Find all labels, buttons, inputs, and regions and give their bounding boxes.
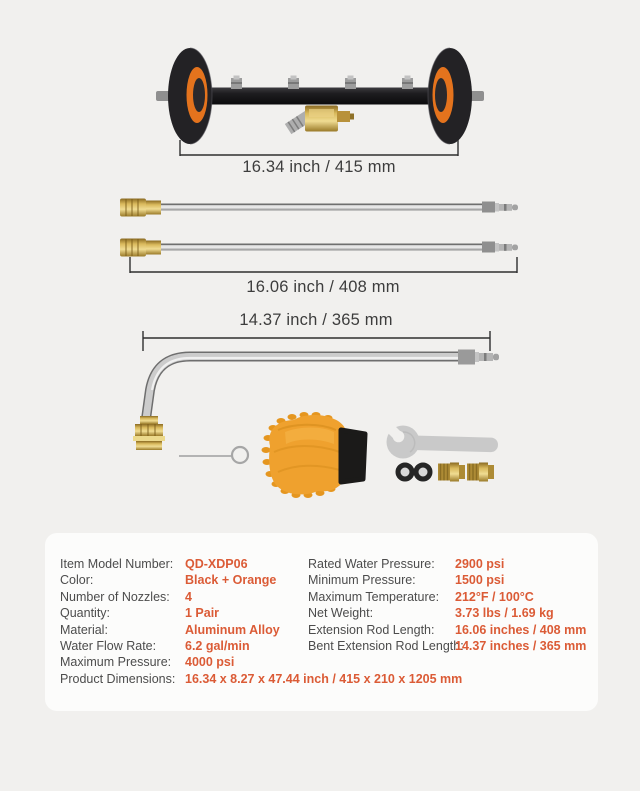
broom-dimension-label: 16.34 inch / 415 mm [242, 158, 396, 176]
brass-adapter-1 [438, 463, 465, 482]
spec-row-max-pressure [60, 654, 308, 670]
wrench-handle [411, 436, 498, 453]
extension-rod-2 [120, 239, 518, 257]
bent-rod-right-plug [458, 350, 499, 365]
spec-column-left [60, 556, 308, 671]
extension-rods-illustration [120, 199, 518, 274]
mitt-body [269, 415, 347, 494]
spec-row-net-weight [308, 605, 598, 621]
spec-label: Water Flow Rate: [60, 639, 157, 654]
hex-nut-2 [416, 465, 430, 479]
spec-row-material [60, 622, 308, 638]
spec-value: 1500 psi [455, 573, 505, 588]
spec-row-product-dimensions [60, 671, 598, 687]
left-wheel [168, 48, 212, 144]
nozzle-cleaning-pin [179, 447, 248, 463]
spec-label: Material: [60, 622, 108, 637]
rods-dimension-label: 16.06 inch / 408 mm [246, 278, 400, 296]
spec-label: Net Weight: [308, 606, 374, 621]
spec-value: 4000 psi [185, 655, 235, 670]
bent-rod-dimension-label: 14.37 inch / 365 mm [239, 311, 393, 329]
spec-value: 16.06 inches / 408 mm [455, 622, 587, 637]
bent-rod-dimension-line [143, 331, 490, 351]
spec-row-max-temperature [308, 589, 598, 605]
spec-label: Item Model Number: [60, 557, 174, 571]
hex-nut-1 [398, 465, 412, 479]
brass-adapters [438, 463, 494, 482]
extension-rod-1 [120, 199, 518, 217]
broom-dimension-line [180, 140, 458, 156]
spec-row-quantity [60, 605, 308, 621]
spec-label: Product Dimensions: [60, 671, 176, 686]
spec-label: Maximum Pressure: [60, 655, 172, 670]
spec-row-extension-rod-length [308, 622, 598, 638]
spec-value: 2900 psi [455, 557, 505, 571]
wash-mitt [262, 412, 366, 498]
rods-dimension-line [130, 257, 517, 273]
spec-row-min-pressure [308, 572, 598, 588]
spec-value: QD-XDP06 [185, 557, 248, 571]
right-wheel [428, 48, 472, 144]
water-broom-illustration [156, 48, 484, 156]
nozzle-3 [345, 76, 356, 90]
spec-label: Maximum Temperature: [308, 589, 440, 604]
bent-rod-brass-coupler [133, 416, 165, 450]
spec-value: Aluminum Alloy [185, 622, 280, 637]
spec-label: Rated Water Pressure: [308, 557, 435, 571]
right-axle-bolt [470, 91, 484, 101]
bent-rod-tube-outline [146, 357, 458, 420]
spec-column-right [308, 556, 598, 671]
spec-value: 212°F / 100°C [455, 589, 534, 604]
spec-value: 16.34 x 8.27 x 47.44 inch / 415 x 210 x 1205 mm [185, 671, 463, 686]
spec-label: Color: [60, 573, 94, 588]
spec-value: 14.37 inches / 365 mm [455, 639, 587, 654]
spec-value: Black + Orange [185, 573, 277, 588]
spec-row-rated-pressure [308, 556, 598, 572]
spec-row-color [60, 572, 308, 588]
spec-label: Minimum Pressure: [308, 573, 416, 588]
broom-bar [180, 88, 460, 105]
spec-row-bent-rod-length [308, 638, 598, 654]
spec-label: Extension Rod Length: [308, 622, 435, 637]
spec-label: Bent Extension Rod Length: [308, 639, 464, 654]
spec-value: 6.2 gal/min [185, 639, 250, 654]
brass-swivel-inlet [285, 106, 354, 135]
specification-panel [45, 533, 598, 711]
spec-value: 1 Pair [185, 606, 220, 621]
broom-nozzles [231, 76, 413, 90]
nozzle-2 [288, 76, 299, 90]
spec-row-flow-rate [60, 638, 308, 654]
bent-rod-tube [146, 357, 458, 420]
hex-nuts [398, 465, 430, 479]
spec-row-nozzles [60, 589, 308, 605]
brass-adapter-2 [467, 463, 494, 482]
nozzle-1 [231, 76, 242, 90]
spec-label: Number of Nozzles: [60, 589, 170, 604]
spec-value: 4 [185, 589, 192, 604]
spec-value: 3.73 lbs / 1.69 kg [455, 606, 554, 621]
spec-label: Quantity: [60, 606, 111, 621]
spec-row-model [60, 556, 308, 572]
wrench [383, 421, 498, 459]
mitt-cuff [341, 430, 365, 482]
nozzle-4 [402, 76, 413, 90]
left-axle-bolt [156, 91, 170, 101]
